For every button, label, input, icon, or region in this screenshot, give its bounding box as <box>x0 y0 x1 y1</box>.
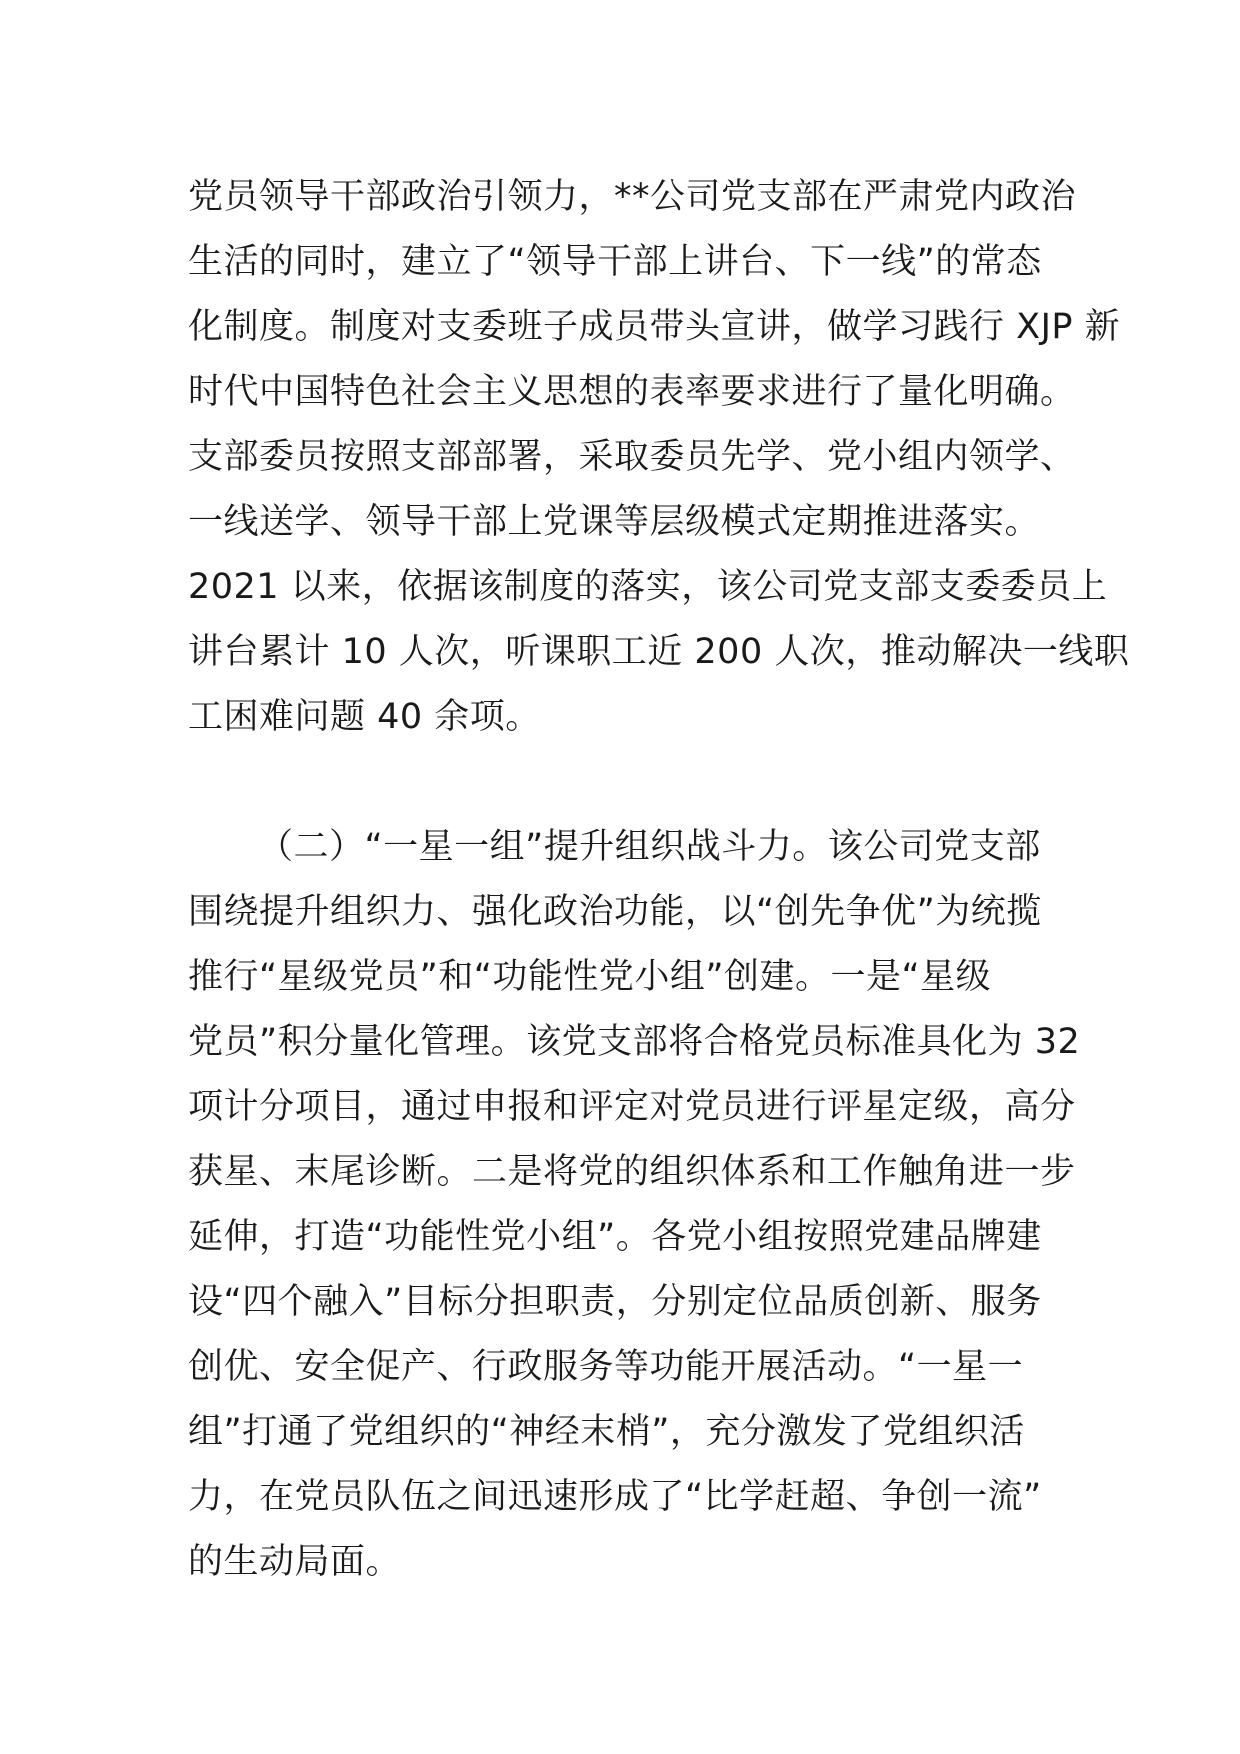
paragraph-line: 一线送学、领导干部上党课等层级模式定期推进落实。 <box>188 502 1041 542</box>
paragraph-line: 时代中国特色社会主义思想的表率要求进行了量化明确。 <box>188 372 1076 412</box>
paragraph-line: 支部委员按照支部部署，采取委员先学、党小组内领学、 <box>188 437 1076 477</box>
paragraph-line: 获星、末尾诊断。二是将党的组织体系和工作触角进一步 <box>188 1152 1076 1192</box>
paragraph-line: 讲台累计 10 人次，听课职工近 200 人次，推动解决一线职 <box>188 632 1130 672</box>
paragraph-line: 2021 以来，依据该制度的落实，该公司党支部支委委员上 <box>188 567 1108 607</box>
paragraph-line: 生活的同时，建立了“领导干部上讲台、下一线”的常态 <box>188 242 1042 282</box>
section-heading-line: （二）“一星一组”提升组织战斗力。该公司党支部 <box>258 827 1041 867</box>
paragraph-line: 党员”积分量化管理。该党支部将合格党员标准具化为 32 <box>188 1022 1081 1062</box>
paragraph-line: 设“四个融入”目标分担职责，分别定位品质创新、服务 <box>188 1282 1042 1322</box>
paragraph-line: 围绕提升组织力、强化政治功能，以“创先争优”为统揽 <box>188 892 1042 932</box>
paragraph-line: 延伸，打造“功能性党小组”。各党小组按照党建品牌建 <box>188 1217 1042 1257</box>
paragraph-line: 的生动局面。 <box>188 1542 402 1582</box>
paragraph-line: 工困难问题 40 余项。 <box>188 697 541 737</box>
paragraph-1 <box>188 165 1130 750</box>
paragraph-2 <box>188 815 1081 1595</box>
paragraph-line: 创优、安全促产、行政服务等功能开展活动。“一星一 <box>188 1347 1024 1387</box>
paragraph-line: 力，在党员队伍之间迅速形成了“比学赶超、争创一流” <box>188 1477 1042 1517</box>
paragraph-line: 化制度。制度对支委班子成员带头宣讲，做学习践行 XJP 新 <box>188 307 1121 347</box>
paragraph-line: 推行“星级党员”和“功能性党小组”创建。一是“星级 <box>188 957 992 997</box>
paragraph-line: 组”打通了党组织的“神经末梢”，充分激发了党组织活 <box>188 1412 1025 1452</box>
paragraph-line: 党员领导干部政治引领力，**公司党支部在严肃党内政治 <box>188 177 1077 217</box>
paragraph-line: 项计分项目，通过申报和评定对党员进行评星定级，高分 <box>188 1087 1076 1127</box>
